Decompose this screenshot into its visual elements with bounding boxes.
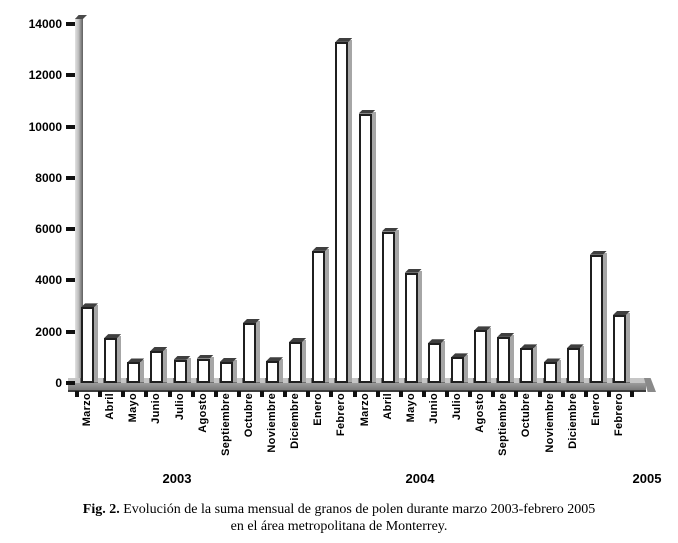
bar-diciembre	[567, 348, 580, 383]
bar-side-junio	[163, 349, 167, 382]
y-axis-tick	[66, 381, 75, 385]
x-axis-tick	[144, 391, 148, 397]
bar-diciembre	[289, 342, 302, 383]
bar-side-junio	[441, 341, 445, 382]
x-axis-label-mayo: Mayo	[127, 393, 140, 423]
x-axis-tick	[283, 391, 287, 397]
figure-label: Fig. 2.	[82, 502, 120, 517]
bar-side-agosto	[210, 357, 214, 382]
bar-side-mayo	[140, 360, 144, 382]
bar-abril	[104, 338, 117, 383]
y-axis-tick-label: 2000	[35, 324, 62, 339]
x-axis-tick	[445, 391, 449, 397]
x-axis-tick	[191, 391, 195, 397]
x-axis-tick	[306, 391, 310, 397]
bar-side-agosto	[487, 328, 491, 382]
x-axis-label-julio: Julio	[173, 393, 186, 421]
x-axis-tick	[121, 391, 125, 397]
x-axis-tick	[376, 391, 380, 397]
x-axis-label-enero: Enero	[589, 393, 602, 426]
bar-junio	[150, 351, 163, 383]
y-axis-tick	[66, 227, 75, 231]
x-axis-tick	[168, 391, 172, 397]
y-axis-tick-label: 4000	[35, 273, 62, 288]
bar-side-febrero	[348, 40, 352, 382]
bar-enero	[590, 255, 603, 383]
x-axis-tick	[399, 391, 403, 397]
x-axis-tick	[98, 391, 102, 397]
y-axis-tick	[66, 125, 75, 129]
bar-side-noviembre	[557, 360, 561, 382]
bar-octubre	[243, 323, 256, 383]
bar-enero	[312, 251, 325, 383]
y-axis-tick	[66, 176, 75, 180]
bar-septiembre	[220, 362, 233, 383]
bar-marzo	[359, 114, 372, 383]
caption-line-1: Fig. 2. Evolución de la suma mensual de granos de polen durante marzo 2003-febrero 2005	[82, 502, 596, 517]
x-axis-label-noviembre: Noviembre	[266, 393, 279, 453]
bar-agosto	[197, 359, 210, 383]
bar-side-septiembre	[510, 335, 514, 382]
x-axis-label-diciembre: Diciembre	[566, 393, 579, 449]
x-axis-label-febrero: Febrero	[335, 393, 348, 437]
x-axis-label-mayo: Mayo	[404, 393, 417, 423]
x-axis-label-junio: Junio	[427, 393, 440, 424]
x-axis-tick	[353, 391, 357, 397]
x-axis-tick	[584, 391, 588, 397]
bar-side-octubre	[533, 346, 537, 382]
x-axis-label-septiembre: Septiembre	[219, 393, 232, 456]
bar-mayo	[405, 273, 418, 383]
x-axis-label-agosto: Agosto	[474, 393, 487, 433]
x-axis-label-diciembre: Diciembre	[289, 393, 302, 449]
x-axis-label-octubre: Octubre	[242, 393, 255, 438]
bar-side-noviembre	[279, 359, 283, 382]
bar-side-diciembre	[580, 346, 584, 382]
x-axis-label-octubre: Octubre	[520, 393, 533, 438]
x-axis-label-noviembre: Noviembre	[543, 393, 556, 453]
x-axis-tick	[214, 391, 218, 397]
bar-side-abril	[117, 336, 121, 382]
x-axis-tick	[329, 391, 333, 397]
x-axis-label-abril: Abril	[381, 393, 394, 420]
y-axis-tick-label: 8000	[35, 170, 62, 185]
bar-marzo	[81, 307, 94, 383]
y-axis-tick-label: 0	[55, 376, 62, 390]
x-axis-band	[68, 383, 646, 392]
bar-side-febrero	[626, 313, 630, 382]
caption-line-2: en el área metropolitana de Monterrey.	[230, 519, 448, 534]
y-axis-tick	[66, 330, 75, 334]
y-axis-tick-label: 14000	[28, 16, 62, 31]
y-axis-tick	[66, 22, 75, 26]
y-axis-tick-label: 6000	[35, 222, 62, 237]
year-label-2004: 2004	[405, 471, 435, 486]
y-axis-tick-label: 10000	[28, 119, 62, 134]
x-axis-label-marzo: Marzo	[358, 393, 371, 427]
x-axis-tick	[260, 391, 264, 397]
y-axis-spine-cap	[75, 15, 87, 19]
x-axis-label-febrero: Febrero	[612, 393, 625, 437]
bar-mayo	[127, 362, 140, 383]
x-axis-label-septiembre: Septiembre	[497, 393, 510, 456]
bar-side-enero	[325, 249, 329, 382]
bar-side-mayo	[418, 271, 422, 382]
bar-octubre	[520, 348, 533, 383]
x-axis-label-enero: Enero	[312, 393, 325, 426]
x-axis-label-julio: Julio	[451, 393, 464, 421]
x-axis-tick	[607, 391, 611, 397]
x-axis-tick	[561, 391, 565, 397]
figure-caption	[0, 501, 678, 535]
x-axis-label-marzo: Marzo	[81, 393, 93, 427]
bar-side-marzo	[94, 305, 98, 382]
x-axis-label-agosto: Agosto	[196, 393, 209, 433]
bar-septiembre	[497, 337, 510, 383]
bar-febrero	[613, 315, 626, 383]
y-axis-tick	[66, 73, 75, 77]
bar-side-marzo	[372, 112, 376, 382]
year-label-2005: 2005	[632, 471, 662, 486]
bar-side-septiembre	[233, 360, 237, 382]
bar-side-diciembre	[302, 340, 306, 382]
x-axis-label-abril: Abril	[104, 393, 117, 420]
x-axis-tick	[75, 391, 79, 397]
x-axis-tick	[538, 391, 542, 397]
bar-julio	[451, 357, 464, 383]
x-axis-tick	[514, 391, 518, 397]
x-axis-tick	[630, 391, 634, 397]
bar-side-octubre	[256, 321, 260, 382]
x-axis-tick	[468, 391, 472, 397]
bar-side-abril	[395, 230, 399, 382]
bar-side-julio	[464, 355, 468, 382]
bar-side-julio	[187, 358, 191, 382]
y-axis-tick-label: 12000	[28, 68, 62, 83]
x-axis-tick	[491, 391, 495, 397]
y-axis-tick	[66, 278, 75, 282]
x-axis-tick	[237, 391, 241, 397]
bar-julio	[174, 360, 187, 383]
bar-side-enero	[603, 253, 607, 382]
x-axis-label-junio: Junio	[150, 393, 163, 424]
bar-febrero	[335, 42, 348, 383]
bar-junio	[428, 343, 441, 383]
year-label-2003: 2003	[162, 471, 192, 486]
bar-noviembre	[266, 361, 279, 383]
bar-agosto	[474, 330, 487, 383]
bar-noviembre	[544, 362, 557, 383]
bar-abril	[382, 232, 395, 383]
x-axis-tick	[422, 391, 426, 397]
